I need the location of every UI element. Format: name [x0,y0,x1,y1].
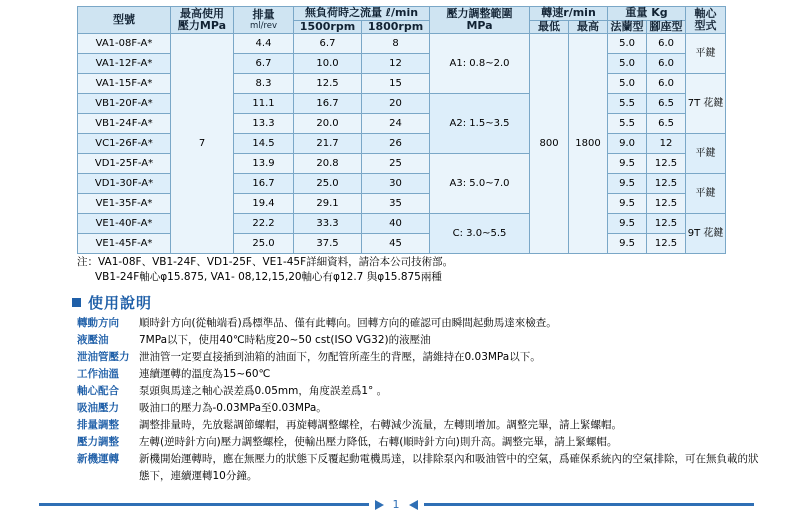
cell-weight-foot: 12 [647,134,686,154]
header-speed-min: 最低 [530,20,569,34]
page-footer [0,498,792,511]
cell-flow-1500: 20.8 [294,154,362,174]
header-speed-max: 最高 [569,20,608,34]
cell-displacement: 22.2 [234,214,294,234]
cell-adjust-range: A1: 0.8~2.0 [430,34,530,94]
note-line-2: VB1-24F軸心φ15.875, VA1- 08,12,15,20軸心有φ12.7 與φ15.875兩種 [95,271,442,284]
instruction-term: 排量調整 [77,419,119,431]
cell-weight-foot: 6.0 [647,34,686,54]
instruction-term: 新機運轉 [77,453,119,465]
cell-flow-1500: 21.7 [294,134,362,154]
cell-flow-1800: 24 [362,114,430,134]
cell-weight-foot: 12.5 [647,214,686,234]
cell-model: VE1-35F-A* [78,194,171,214]
cell-flow-1800: 26 [362,134,430,154]
footer-rule-left [39,503,369,506]
specification-table-container [77,6,725,254]
section-title: 使用說明 [88,294,153,312]
cell-flow-1800: 30 [362,174,430,194]
instruction-term: 壓力調整 [77,436,119,448]
header-model: 型號 [78,7,171,34]
cell-flow-1500: 6.7 [294,34,362,54]
cell-flow-1800: 20 [362,94,430,114]
cell-weight-foot: 6.0 [647,74,686,94]
arrow-right-icon [375,500,384,510]
cell-flow-1800: 25 [362,154,430,174]
cell-weight-foot: 6.0 [647,54,686,74]
cell-speed-min: 800 [530,34,569,254]
header-flow-1500: 1500rpm [294,20,362,34]
instruction-desc: 調整排量時，先放鬆調節螺帽，再旋轉調整螺栓，右轉減少流量，左轉則增加。調整完畢，請上緊螺帽。 [139,419,622,431]
cell-weight-flange: 9.5 [608,174,647,194]
list-item [77,434,767,451]
instruction-term: 軸心配合 [77,385,119,397]
cell-model: VA1-08F-A* [78,34,171,54]
header-max-pressure-sub: 壓力MPa [177,19,227,33]
instruction-desc: 泄油管一定要直接插到油箱的油面下，勿配管所產生的背壓，請維持在0.03MPa以下。 [139,351,541,363]
instructions-list [77,315,767,485]
header-speed: 轉速r/min [530,7,608,21]
cell-shaft-type: 7T 花鍵 [686,74,726,134]
list-item [77,400,767,417]
header-flow: 無負荷時之流量 ℓ/min [294,7,430,21]
header-adjust-range [430,7,530,34]
arrow-left-icon [409,500,418,510]
list-item [77,349,767,366]
cell-displacement: 6.7 [234,54,294,74]
cell-speed-max: 1800 [569,34,608,254]
cell-weight-flange: 9.0 [608,134,647,154]
instruction-desc: 左轉(逆時針方向)壓力調整螺栓，使輸出壓力降低，右轉(順時針方向)則升高。調整完畢，請上緊螺帽。 [139,436,618,448]
cell-displacement: 16.7 [234,174,294,194]
cell-flow-1800: 40 [362,214,430,234]
cell-shaft-type: 9T 花鍵 [686,214,726,254]
header-shaft-sub: 型式 [694,19,717,33]
cell-flow-1500: 12.5 [294,74,362,94]
list-item [77,366,767,383]
cell-weight-foot: 12.5 [647,194,686,214]
header-max-pressure-main: 最高使用 [180,6,224,20]
cell-flow-1800: 12 [362,54,430,74]
header-shaft [686,7,726,34]
list-item [77,332,767,349]
cell-displacement: 4.4 [234,34,294,54]
square-bullet-icon [72,298,81,307]
instruction-desc: 新機開始運轉時，應在無壓力的狀態下反覆起動電機馬達，以排除泵內和吸油管中的空氣，爲確保系統內的空氣排除，可在無負載的狀態下，連續運轉10分鐘。 [139,453,759,482]
cell-model: VB1-24F-A* [78,114,171,134]
header-adjust-sub: MPa [466,19,493,33]
cell-shaft-type: 平鍵 [686,34,726,74]
table-row [78,34,726,54]
instruction-desc: 連續運轉的溫度為15~60℃ [139,368,271,380]
cell-weight-flange: 9.5 [608,234,647,254]
cell-flow-1800: 45 [362,234,430,254]
cell-displacement: 14.5 [234,134,294,154]
list-item [77,315,767,332]
cell-weight-flange: 9.5 [608,194,647,214]
header-weight-flange: 法蘭型 [608,20,647,34]
cell-max-pressure: 7 [171,34,234,254]
cell-flow-1500: 16.7 [294,94,362,114]
page-number: 1 [392,498,400,511]
header-weight-foot: 腳座型 [647,20,686,34]
cell-flow-1500: 25.0 [294,174,362,194]
section-heading [72,292,152,313]
cell-weight-flange: 5.5 [608,94,647,114]
instruction-desc: 順時針方向(從軸端看)爲標準品、僅有此轉向。回轉方向的確認可由瞬間起動馬達來檢查。 [139,317,557,329]
cell-weight-flange: 9.5 [608,154,647,174]
cell-flow-1500: 37.5 [294,234,362,254]
header-displacement-sub: ml/rev [249,20,278,31]
cell-model: VC1-26F-A* [78,134,171,154]
instruction-desc: 泵頭與馬達之軸心誤差爲0.05mm，角度誤差爲1° 。 [139,385,388,397]
footer-rule-right [424,503,754,506]
list-item [77,383,767,400]
header-max-pressure [171,7,234,34]
cell-model: VA1-15F-A* [78,74,171,94]
cell-weight-foot: 12.5 [647,234,686,254]
header-adjust-main: 壓力調整範圍 [446,6,513,20]
header-flow-1800: 1800rpm [362,20,430,34]
cell-weight-flange: 5.0 [608,74,647,94]
cell-weight-flange: 5.0 [608,54,647,74]
cell-model: VE1-45F-A* [78,234,171,254]
cell-flow-1500: 29.1 [294,194,362,214]
header-displacement [234,7,294,34]
list-item [77,451,767,485]
cell-displacement: 8.3 [234,74,294,94]
cell-displacement: 11.1 [234,94,294,114]
cell-model: VD1-30F-A* [78,174,171,194]
cell-displacement: 13.3 [234,114,294,134]
instruction-desc: 吸油口的壓力為-0.03MPa至0.03MPa。 [139,402,327,414]
cell-displacement: 13.9 [234,154,294,174]
table-body [78,34,726,254]
cell-shaft-type: 平鍵 [686,174,726,214]
instruction-term: 液壓油 [77,334,109,346]
cell-flow-1800: 15 [362,74,430,94]
cell-weight-foot: 6.5 [647,114,686,134]
note-line-1: 注：VA1-08F、VB1-24F、VD1-25F、VE1-45F詳細資料，請洽本公司技術部。 [77,256,454,268]
cell-model: VD1-25F-A* [78,154,171,174]
instruction-term: 工作油溫 [77,368,119,380]
cell-adjust-range: C: 3.0~5.5 [430,214,530,254]
cell-model: VB1-20F-A* [78,94,171,114]
cell-weight-foot: 12.5 [647,174,686,194]
cell-flow-1500: 33.3 [294,214,362,234]
cell-weight-flange: 5.0 [608,34,647,54]
header-weight: 重量 Kg [608,7,686,21]
cell-weight-foot: 12.5 [647,154,686,174]
cell-adjust-range: A2: 1.5~3.5 [430,94,530,154]
header-displacement-main: 排量 [252,7,275,21]
list-item [77,417,767,434]
cell-flow-1800: 35 [362,194,430,214]
cell-model: VA1-12F-A* [78,54,171,74]
table-header [78,7,726,34]
instruction-term: 吸油壓力 [77,402,119,414]
cell-flow-1800: 8 [362,34,430,54]
cell-weight-foot: 6.5 [647,94,686,114]
instruction-term: 泄油管壓力 [77,351,130,363]
cell-model: VE1-40F-A* [78,214,171,234]
header-shaft-main: 軸心 [694,6,717,20]
instruction-term: 轉動方向 [77,317,119,329]
cell-adjust-range: A3: 5.0~7.0 [430,154,530,214]
cell-weight-flange: 9.5 [608,214,647,234]
table-note [77,255,737,285]
specification-table [77,6,726,254]
cell-flow-1500: 20.0 [294,114,362,134]
cell-displacement: 25.0 [234,234,294,254]
cell-weight-flange: 5.5 [608,114,647,134]
cell-displacement: 19.4 [234,194,294,214]
cell-shaft-type: 平鍵 [686,134,726,174]
cell-flow-1500: 10.0 [294,54,362,74]
instruction-desc: 7MPa以下，使用40℃時粘度20~50 cst(ISO VG32)的液壓油 [139,334,431,346]
